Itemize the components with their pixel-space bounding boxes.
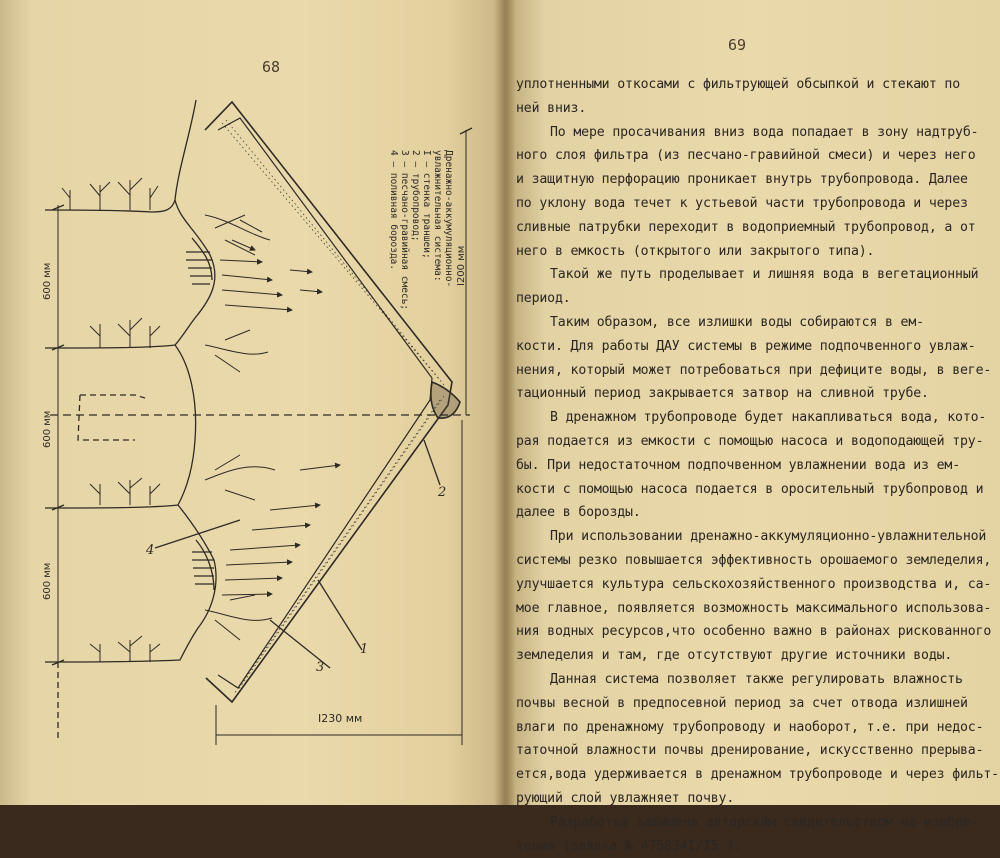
text-line: таточной влажности почвы дренирование, искусственно прерыва- [516, 739, 974, 763]
text-line: далее в борозды. [516, 501, 974, 525]
legend-line: I – стенка траншеи; [421, 150, 432, 340]
drainage-system-figure [0, 0, 506, 805]
legend-line: увлажнительная система: [432, 150, 443, 340]
text-line: ней вниз. [516, 97, 974, 121]
legend-line: Дренажно-аккумуляционно- [443, 150, 454, 340]
dimension-label: 600 мм [42, 263, 53, 300]
text-line: по уклону вода течет к устьевой части трубопровода и через [516, 192, 974, 216]
text-line: и защитную перфорацию проникает внутрь трубопровода. Далее [516, 168, 974, 192]
text-line: системы резко повышается эффективность орошаемого земледелия, [516, 549, 974, 573]
text-line: тационный период закрывается затвор на сливной трубе. [516, 382, 974, 406]
callout-2: 2 [438, 485, 446, 500]
legend-line: 4 – поливная борозда. [388, 150, 399, 340]
text-line: улучшается культура сельскохозяйственного производства и, са- [516, 573, 974, 597]
body-text [516, 73, 974, 858]
legend-line: 3 – песчано-гравийная смесь; [399, 150, 410, 340]
text-line: кости с помощью насоса подается в оросительный трубопровод и [516, 478, 974, 502]
text-line: ния водных ресурсов,что особенно важно в районах рискованного [516, 620, 974, 644]
text-line: земледелия и там, где отсутствуют другие источники воды. [516, 644, 974, 668]
legend-line: 2 – трубопровод; [410, 150, 421, 340]
left-page-number: 68 [262, 58, 280, 76]
callout-4: 4 [146, 543, 154, 558]
text-line: сливные патрубки переходит в водоприемный трубопровод, а от [516, 216, 974, 240]
text-line: рующий слой увлажняет почву. [516, 787, 974, 811]
text-line: Разработка защищена авторским свидетельством на изобре- [516, 811, 974, 835]
text-line: мое главное, появляется возможность максимального использова- [516, 597, 974, 621]
text-line: ного слоя фильтра (из песчано-гравийной смеси) и через него [516, 144, 974, 168]
text-line: Такой же путь проделывает и лишняя вода в вегетационный [516, 263, 974, 287]
text-line: влаги по дренажному трубопроводу и наоборот, т.е. при недос- [516, 716, 974, 740]
text-line: рая подается из емкости с помощью насоса и водоподающей тру- [516, 430, 974, 454]
text-line: По мере просачивания вниз вода попадает в зону надтруб- [516, 121, 974, 145]
text-line: кости. Для работы ДАУ системы в режиме подпочвенного увлаж- [516, 335, 974, 359]
drain-pipe [431, 382, 460, 418]
width-dimension-label: I230 мм [318, 712, 362, 725]
text-line: уплотненными откосами с фильтрующей обсыпкой и стекают по [516, 73, 974, 97]
right-page-number: 69 [728, 36, 746, 54]
text-line: почвы весной в предпосевной период за счет отвода излишней [516, 692, 974, 716]
text-line: бы. При недостаточном подпочвенном увлажнении вода из ем- [516, 454, 974, 478]
text-line: тения (заявка № 475834I/I5 ). [516, 835, 974, 858]
callout-1: 1 [360, 642, 368, 657]
text-line: нения, который может потребоваться при дефиците воды, в веге- [516, 359, 974, 383]
text-line: период. [516, 287, 974, 311]
dimension-label: 600 мм [42, 563, 53, 600]
text-line: Данная система позволяет также регулировать влажность [516, 668, 974, 692]
soil-surface [45, 100, 216, 662]
text-line: При использовании дренажно-аккумуляционно-увлажнительной [516, 525, 974, 549]
text-line: него в емкость (открытого или закрытого типа). [516, 240, 974, 264]
text-line: Таким образом, все излишки воды собираются в ем- [516, 311, 974, 335]
callout-3: 3 [316, 660, 324, 675]
text-line: В дренажном трубопроводе будет накапливаться вода, кото- [516, 406, 974, 430]
figure-legend [370, 150, 460, 340]
text-line: ется,вода удерживается в дренажном трубопроводе и через фильт- [516, 763, 974, 787]
dimension-label: 600 мм [42, 411, 53, 448]
height-dimension-label: I200 мм [456, 246, 467, 286]
